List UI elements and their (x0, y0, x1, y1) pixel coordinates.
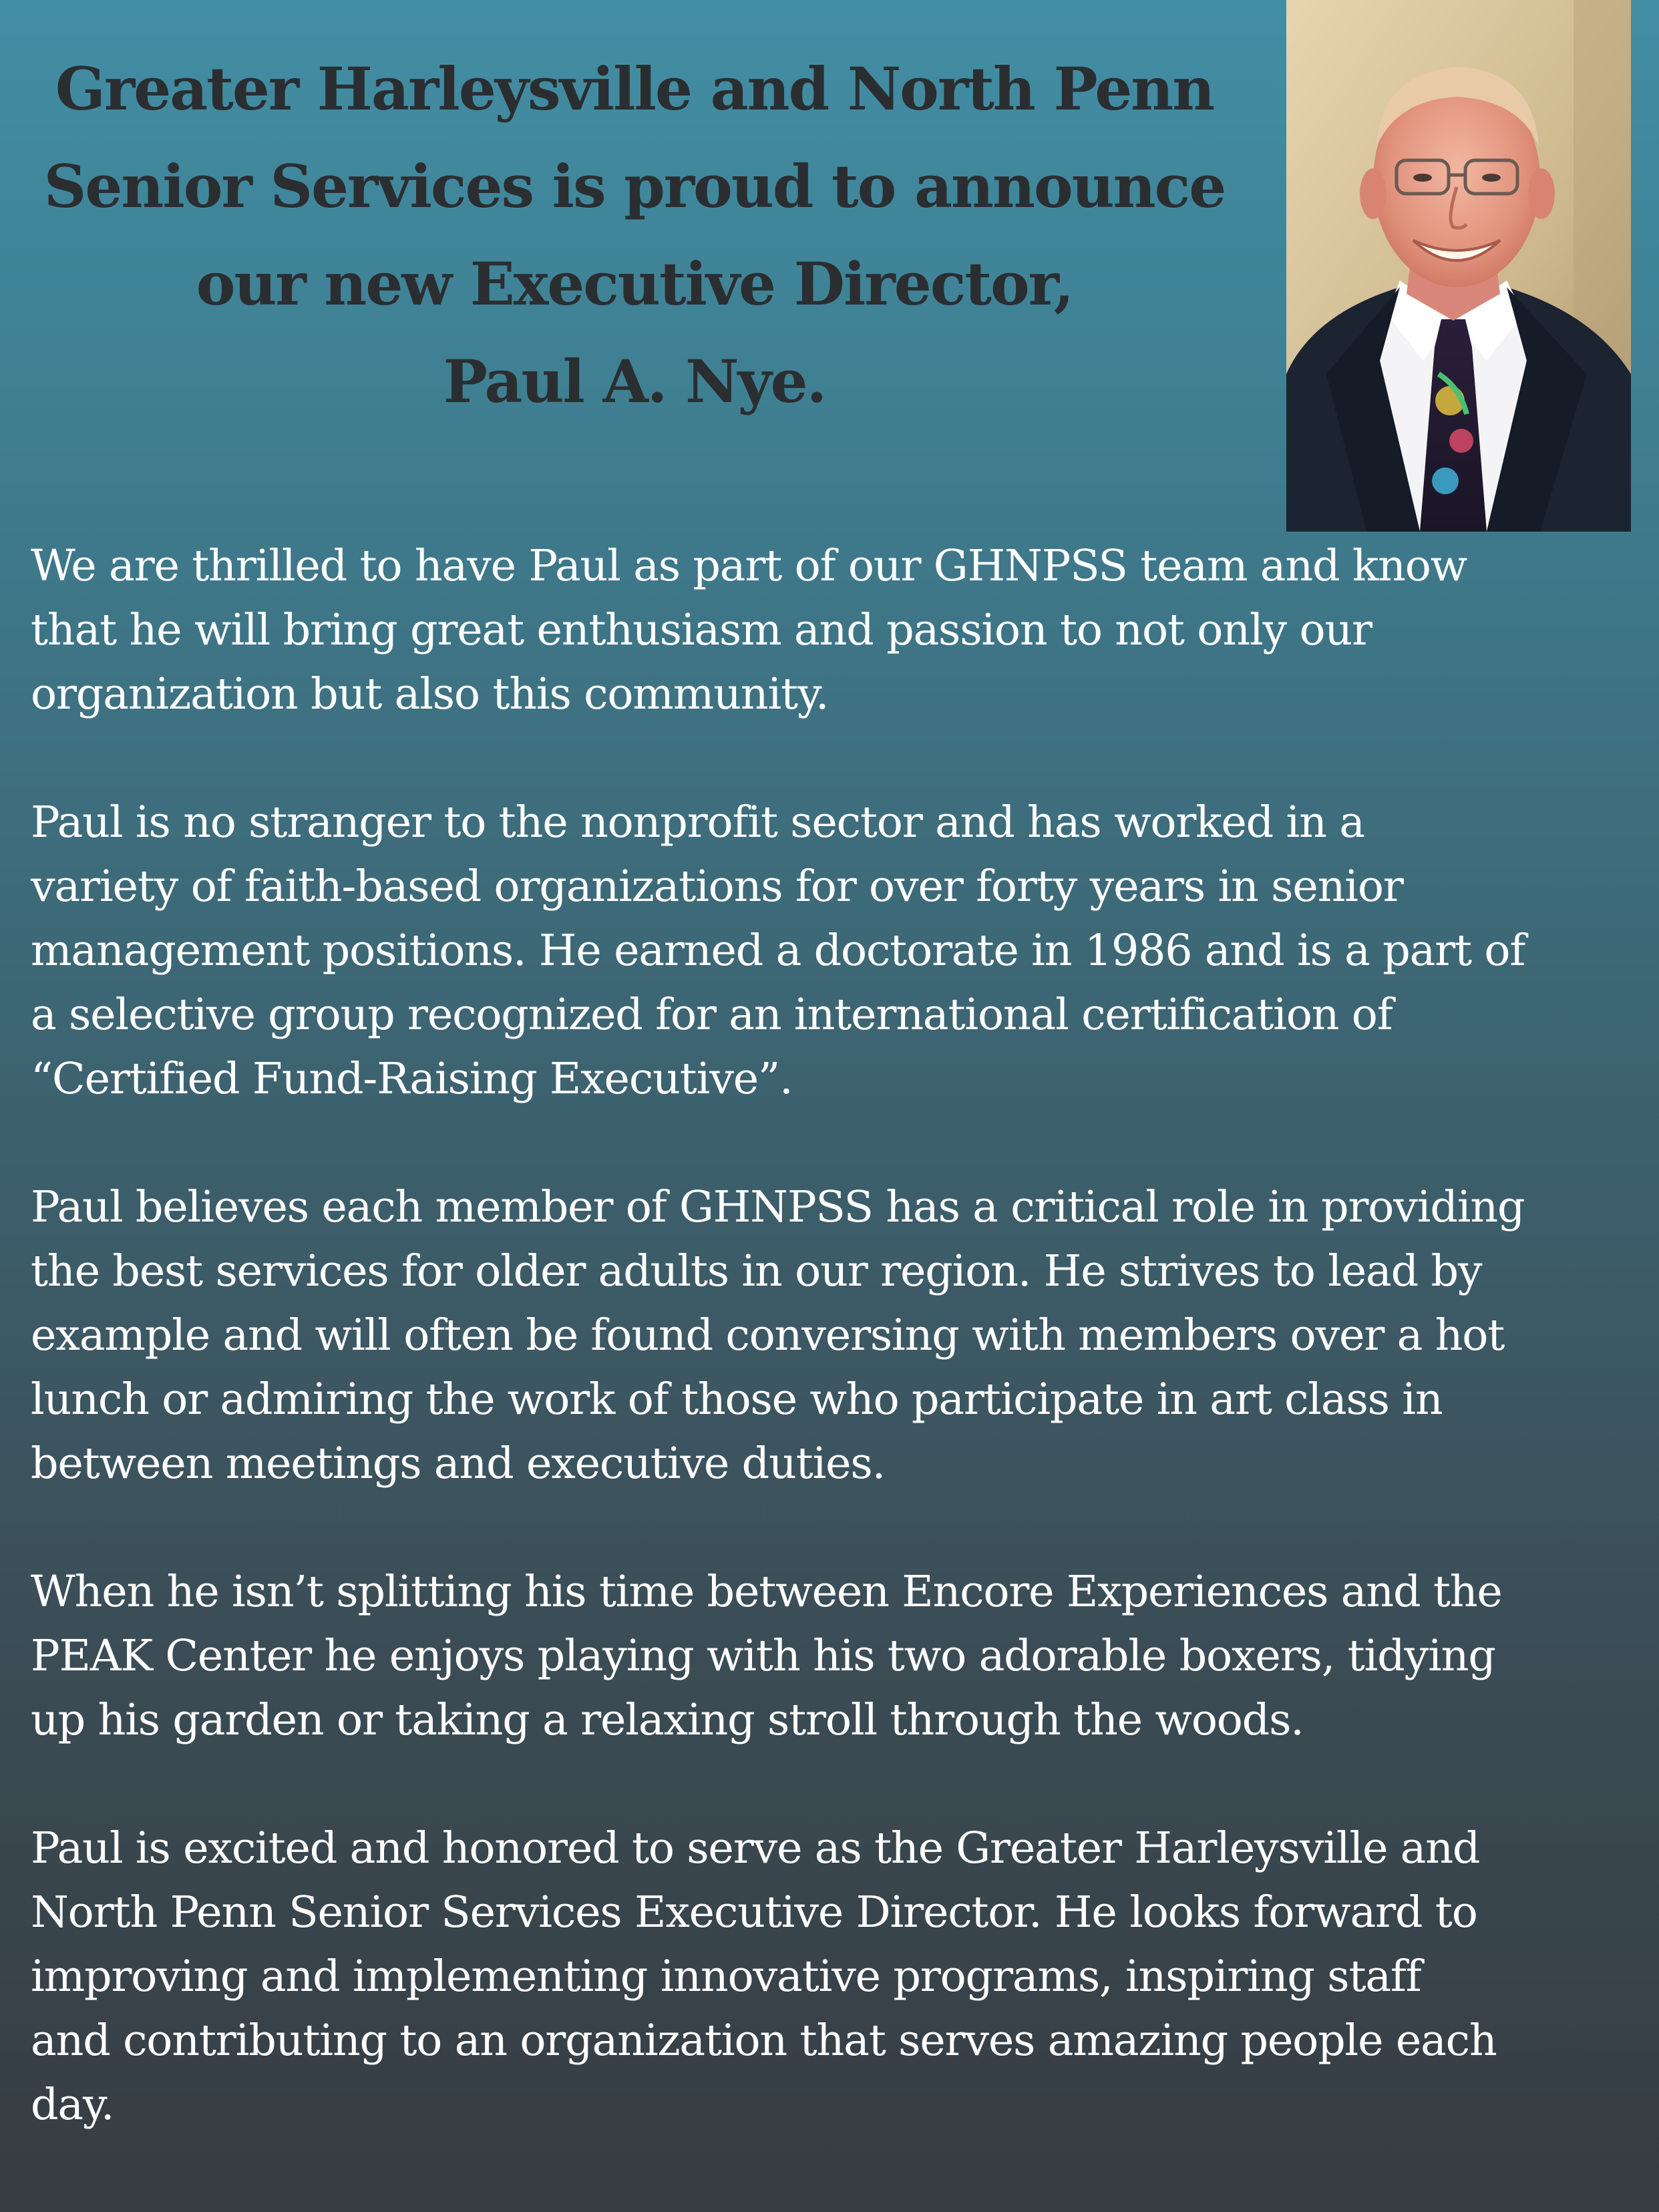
body-paragraph: Paul is excited and honored to serve as the Greater Harleysville and North Penn Senior Services Executive Director. He looks forward to improving and implementing innovative programs, inspiring staff and contributing to an organization that serves amazing people each day. (31, 1823, 1497, 2130)
director-portrait-photo (1286, 0, 1631, 532)
headline-line: our new Executive Director, (196, 249, 1073, 319)
announcement-headline (27, 40, 1242, 430)
headline-line: Paul A. Nye. (443, 347, 826, 416)
announcement-body (31, 534, 1647, 2201)
portrait-illustration (1286, 0, 1631, 532)
body-paragraph: Paul believes each member of GHNPSS has a critical role in providing the best services for older adults in our region. He strives to lead by example and will often be found conversing with members over a hot lunch or admiring the work of those who participate in art class in between meetings and executive duties. (31, 1182, 1525, 1489)
body-paragraph: Paul is no stranger to the nonprofit sector and has worked in a variety of faith-based organizations for over forty years in senior management positions. He earned a doctorate in 1986 and is a part of a selective group recognized for an international certification of “Certified Fund-Raising Executive”. (31, 797, 1525, 1104)
body-paragraph: We are thrilled to have Paul as part of our GHNPSS team and know that he will bring great enthusiasm and passion to not only our organization but also this community. (31, 541, 1467, 719)
body-paragraph: When he isn’t splitting his time between Encore Experiences and the PEAK Center he enjoys playing with his two adorable boxers, tidying up his garden or taking a relaxing stroll through the woods. (31, 1567, 1502, 1745)
headline-line: Greater Harleysville and North Penn (55, 54, 1214, 124)
headline-line: Senior Services is proud to announce (43, 152, 1226, 221)
